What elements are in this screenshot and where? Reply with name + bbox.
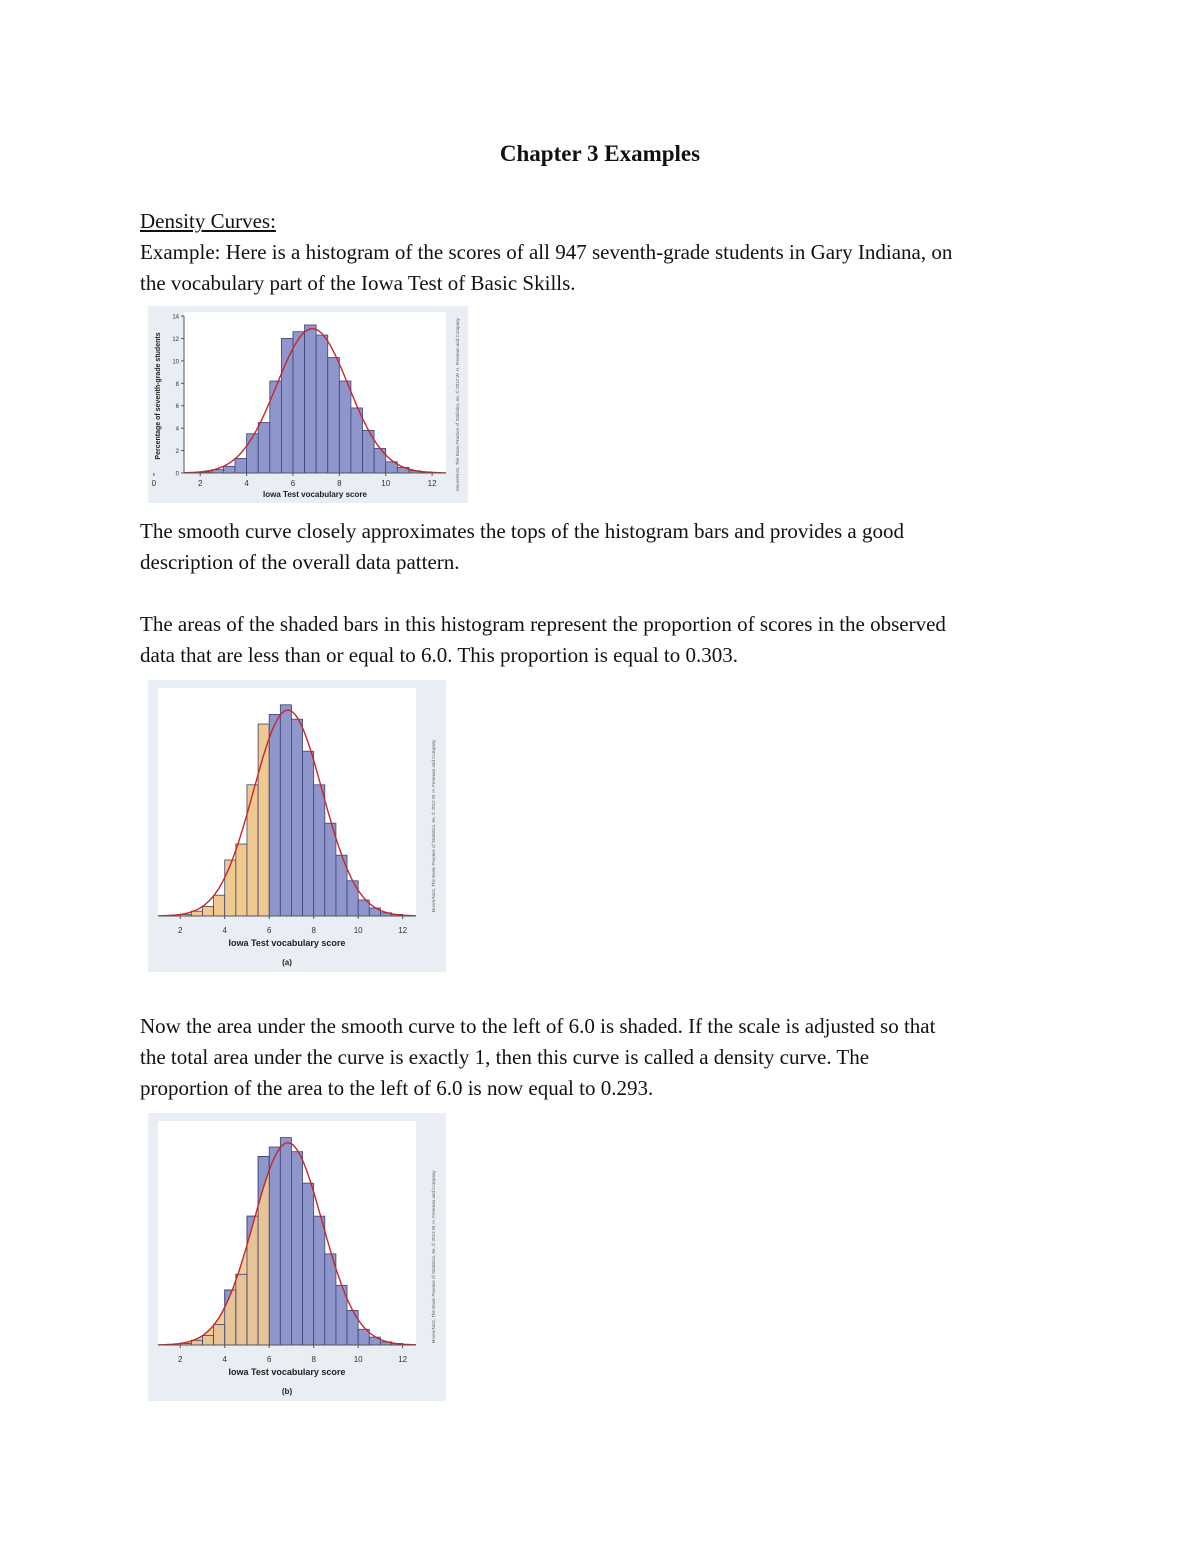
y-tick-label: 10 — [172, 359, 179, 366]
panel-label: (a) — [282, 958, 292, 967]
paragraph-curve — [140, 516, 1080, 578]
paragraph-line: description of the overall data pattern. — [140, 550, 460, 574]
x-axis-label: Iowa Test vocabulary score — [228, 1367, 346, 1377]
x-tick-label: 12 — [398, 926, 408, 935]
histogram-bar — [281, 338, 293, 473]
y-tick-label: 8 — [175, 381, 179, 388]
histogram-bar — [305, 325, 317, 473]
figure-credit: Moore/Notz, The Basic Practice of Statistics, 6e, © 2012 W. H. Freeman and Company — [431, 739, 436, 913]
histogram-bar — [291, 1152, 302, 1345]
x-tick-label: 8 — [311, 1355, 316, 1364]
histogram-bar — [202, 906, 213, 916]
histogram-chart-1 — [148, 306, 468, 503]
histogram-bar — [293, 332, 305, 473]
paragraph-line: data that are less than or equal to 6.0. This proportion is equal to 0.303. — [140, 643, 738, 667]
y-tick-label: 12 — [172, 336, 179, 343]
paragraph-density-curve — [140, 1011, 1080, 1104]
panel-label: (b) — [281, 1387, 293, 1396]
histogram-bar — [258, 423, 270, 473]
x-tick-label: 6 — [290, 479, 296, 488]
histogram-bar — [247, 785, 258, 916]
y-axis-label: Percentage of seventh-grade students — [155, 332, 162, 460]
figure-histogram-1 — [148, 306, 468, 503]
histogram-bar — [328, 357, 340, 473]
histogram-bar — [325, 1254, 336, 1345]
x-tick-label: 2 — [198, 479, 203, 488]
x-tick-label: 6 — [266, 1355, 272, 1364]
figure-credit: Moore/Notz, The Basic Practice of Statistics, 6e, © 2012 W. H. Freeman and Company — [431, 1170, 436, 1344]
histogram-bar — [269, 1147, 280, 1345]
histogram-bar — [291, 719, 302, 916]
paragraph-intro — [140, 237, 1080, 299]
histogram-bar — [303, 1183, 314, 1345]
histogram-bar — [351, 408, 363, 473]
histogram-bar — [314, 1216, 325, 1345]
x-tick-label: 10 — [381, 479, 391, 488]
paragraph-shaded-bars — [140, 609, 1080, 671]
histogram-bar — [347, 881, 358, 916]
y-tick-label: 0 — [175, 471, 179, 478]
y-tick-label: 4 — [175, 426, 179, 433]
paragraph-line: The smooth curve closely approximates the tops of the histogram bars and provides a good — [140, 519, 904, 543]
x-axis-label: Iowa Test vocabulary score — [263, 490, 367, 499]
paragraph-line: Example: Here is a histogram of the scores of all 947 seventh-grade students in Gary Indiana, on — [140, 240, 953, 264]
x-tick-label: 2 — [178, 1355, 183, 1364]
histogram-bar — [236, 844, 247, 916]
histogram-bar — [270, 381, 282, 473]
histogram-chart-b — [148, 1113, 446, 1401]
histogram-bar — [280, 705, 291, 916]
histogram-bar — [223, 466, 235, 473]
x-tick-label: 4 — [222, 926, 227, 935]
histogram-bar — [214, 895, 225, 916]
x-tick-label: 10 — [353, 1355, 363, 1364]
histogram-bar — [235, 458, 247, 473]
histogram-bar — [247, 434, 259, 473]
section-heading-block — [140, 206, 1080, 237]
paragraph-line: The areas of the shaded bars in this histogram represent the proportion of scores in the observed — [140, 612, 946, 636]
histogram-chart-a — [148, 680, 446, 972]
histogram-bar — [316, 335, 328, 473]
x-tick-label: 8 — [311, 926, 316, 935]
y-tick-label: 14 — [172, 314, 179, 321]
x-tick-label: 0 — [151, 479, 157, 488]
section-heading: Density Curves: — [140, 209, 276, 233]
histogram-bar — [225, 860, 236, 916]
x-tick-label: 6 — [266, 926, 272, 935]
page-title: Chapter 3 Examples — [499, 141, 701, 166]
histogram-bar — [339, 381, 351, 473]
x-axis-label: Iowa Test vocabulary score — [228, 938, 346, 948]
paragraph-line: Now the area under the smooth curve to the left of 6.0 is shaded. If the scale is adjusted so that — [140, 1014, 936, 1038]
paragraph-line: the vocabulary part of the Iowa Test of Basic Skills. — [140, 271, 576, 295]
x-tick-label: 12 — [427, 479, 437, 488]
histogram-bar — [314, 785, 325, 916]
figure-histogram-a — [148, 680, 446, 972]
y-tick-label: 2 — [175, 449, 179, 456]
histogram-bar — [303, 751, 314, 916]
histogram-bar — [347, 1310, 358, 1345]
histogram-bar — [258, 724, 269, 916]
y-tick-label: 6 — [175, 404, 179, 411]
x-tick-label: 4 — [244, 479, 249, 488]
x-tick-label: 2 — [178, 926, 183, 935]
histogram-bar — [269, 714, 280, 916]
x-tick-label: 12 — [398, 1355, 408, 1364]
x-tick-label: 4 — [222, 1355, 227, 1364]
histogram-bar — [325, 823, 336, 916]
x-tick-label: 8 — [337, 479, 342, 488]
figure-histogram-b — [148, 1113, 446, 1401]
figure-credit: Moore/Notz, The Basic Practice of Statistics, 6e, © 2012 W. H. Freeman and Company — [455, 318, 460, 491]
x-tick-label: 10 — [353, 926, 363, 935]
paragraph-line: proportion of the area to the left of 6.0 is now equal to 0.293. — [140, 1076, 654, 1100]
histogram-bar — [280, 1138, 291, 1345]
paragraph-line: the total area under the curve is exactly 1, then this curve is called a density curve. The — [140, 1045, 870, 1069]
